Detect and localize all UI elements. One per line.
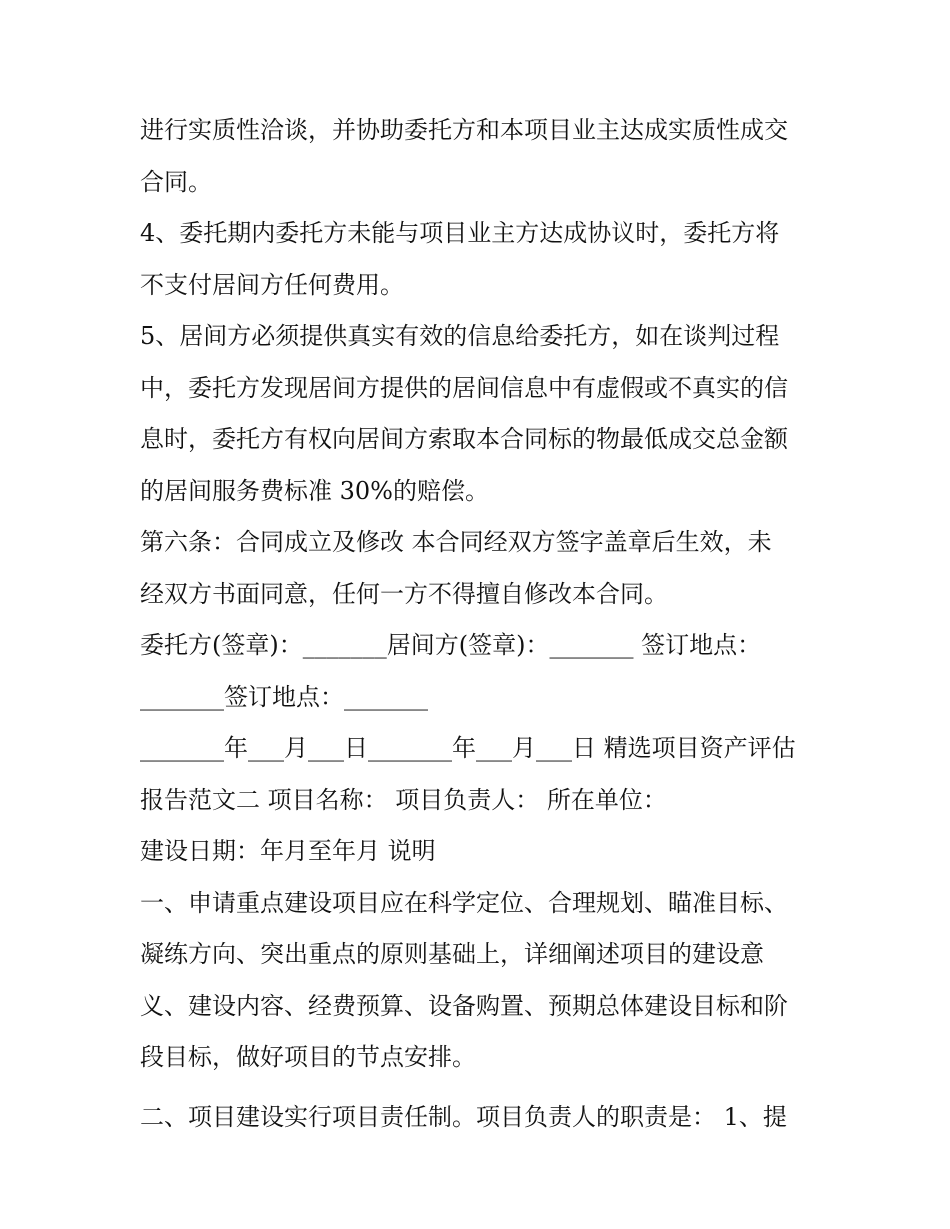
text-line-11: 委托方(签章)：_______居间方(签章)：_______ 签订地点：: [140, 631, 762, 659]
text-line-20: 二、项目建设实行项目责任制。项目负责人的职责是： 1、提: [140, 1102, 787, 1131]
text-line-4: 不支付居间方任何费用。: [140, 270, 404, 299]
document-body: [140, 105, 820, 1143]
text-line-13: _______年___月___日_______年___月___日 精选项目资产评估: [140, 734, 796, 762]
text-line-16: 一、申请重点建设项目应在科学定位、合理规划、瞄准目标、: [140, 888, 788, 917]
text-line-15: 建设日期：年月至年月 说明: [140, 837, 436, 865]
text-line-1: 进行实质性洽谈，并协助委托方和本项目业主达成实质性成交: [140, 116, 788, 144]
text-line-3: 4、委托期内委托方未能与项目业主方达成协议时，委托方将: [140, 219, 780, 247]
text-line-18: 义、建设内容、经费预算、设备购置、预期总体建设目标和阶: [140, 991, 788, 1020]
text-line-19: 段目标，做好项目的节点安排。: [140, 1043, 476, 1071]
text-line-14: 报告范文二 项目名称： 项目负责人： 所在单位：: [140, 785, 667, 814]
text-line-7: 息时，委托方有权向居间方索取本合同标的物最低成交总金额: [140, 425, 788, 453]
text-line-17: 凝练方向、突出重点的原则基础上，详细阐述项目的建设意: [140, 940, 764, 968]
text-line-10: 经双方书面同意，任何一方不得擅自修改本合同。: [140, 579, 668, 608]
text-line-6: 中，委托方发现居间方提供的居间信息中有虚假或不真实的信: [140, 373, 788, 402]
text-line-9: 第六条：合同成立及修改 本合同经双方签字盖章后生效，未: [140, 528, 772, 556]
text-line-2: 合同。: [140, 167, 212, 196]
text-line-12: _______签订地点：_______: [140, 682, 428, 711]
text-line-5: 5、居间方必须提供真实有效的信息给委托方，如在谈判过程: [140, 322, 780, 350]
text-line-8: 的居间服务费标准 30%的赔偿。: [140, 476, 489, 505]
